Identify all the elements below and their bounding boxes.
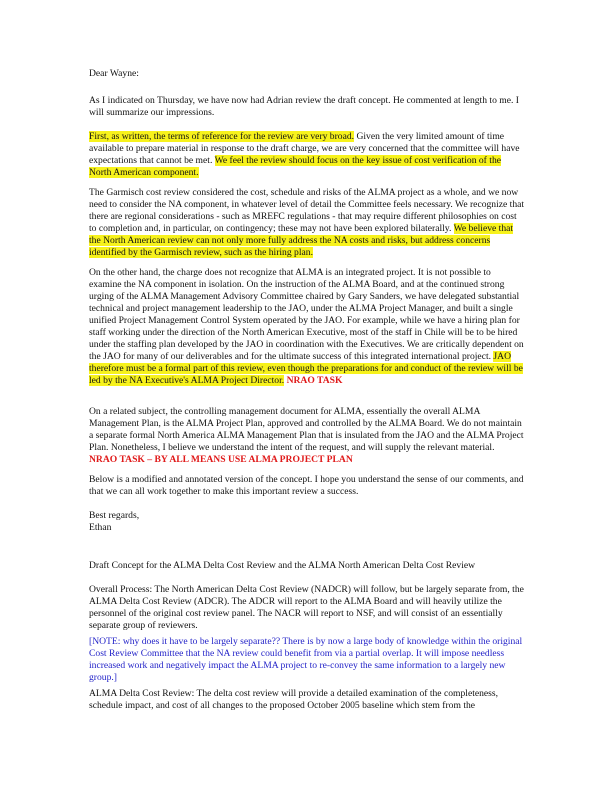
nrao-task-label: NRAO TASK – BY ALL MEANS USE ALMA PROJECT PLAN (89, 454, 353, 465)
integration-paragraph (89, 267, 525, 387)
delta-review-paragraph: ALMA Delta Cost Review: The delta cost review will provide a detailed examination of the completeness, schedule impact, and cost of all changes to the proposed October 2005 baseline which stem from the (89, 688, 499, 711)
signature: Ethan (89, 522, 112, 533)
body-text: The Garmisch cost review considered the cost, schedule and risks of the ALMA project as a whole, and we now need to consider the NA component, in whatever level of detail the Committee feels necessary. We recognize that there are regional considerations - such as MREFC regulations - that may require different philosophies on cost to completion and, in particular, on contingency; these may not have been explored bilaterally. (89, 187, 525, 234)
garmisch-paragraph (89, 187, 525, 259)
annotation-note: [NOTE: why does it have to be largely separate?? There is by now a large body of knowledge within the original Cost Review Committee that the NA review could benefit from via a partial overlap. It will impose needless increased work and negatively impact the ALMA project to re-convey the same information to a largely new group.] (89, 636, 523, 683)
overall-process-paragraph: Overall Process: The North American Delta Cost Review (NADCR) will follow, but be largely separate from, the ALMA Delta Cost Review (ADCR). The ADCR will report to the ALMA Board and will heavily utilize the personnel of the original cost review panel. The NACR will report to NSF, and will consist of an essentially separate group of reviewers. (89, 584, 524, 631)
body-text: On a related subject, the controlling management document for ALMA, essentially the overall ALMA Management Plan, is the ALMA Project Plan, approved and controlled by the ALMA Board. We do not maintain a separate formal North America ALMA Management Plan that is insulated from the JAO and the ALMA Project Plan. Nonetheless, I believe we understand the intent of the request, and will supply the relevant material. (89, 406, 524, 453)
body-text: On the other hand, the charge does not recognize that ALMA is an integrated project. It is not possible to examine the NA component in isolation. On the instruction of the ALMA Board, and at the continued strong urging of the ALMA Management Advisory Committee chaired by Gary Sanders, we have delegated substantial technical and project management leadership to the JAO, under the ALMA Project Manager, and built a single unified Project Management Control System operated by the JAO. For example, while we have a hiring plan for staff working under the direction of the North American Executive, most of the staff in Chile will be to be hired under the staffing plan developed by the JAO in coordination with the Executives. We are critically dependent on the JAO for many of our deliverables and for the ultimate success of this integrated international project. (89, 267, 524, 362)
highlighted-text: We feel the review should focus on the key issue of cost verification of the North American component. (89, 155, 501, 178)
closing-paragraph: Below is a modified and annotated version of the concept. I hope you understand the sense of our comments, and that we can all work together to make this important review a success. (89, 474, 524, 497)
body-text: Given the very limited amount of time available to prepare material in response to the draft charge, we are very concerned that the committee will have expectations that cannot be met. (89, 131, 520, 166)
nrao-task-label: NRAO TASK (284, 375, 343, 386)
terms-paragraph (89, 131, 525, 179)
concept-title: Draft Concept for the ALMA Delta Cost Review and the ALMA North American Delta Cost Review (89, 560, 476, 571)
highlighted-text: First, as written, the terms of reference for the review are very broad. (89, 131, 355, 142)
highlighted-text: We believe that the North American review can not only more fully address the NA costs and risks, but address concerns identified by the Garmisch review, such as the hiring plan. (89, 223, 514, 258)
intro-paragraph: As I indicated on Thursday, we have now had Adrian review the draft concept. He commented at length to me. I will summarize our impressions. (89, 95, 519, 118)
sign-off: Best regards, (89, 510, 140, 521)
highlighted-text: JAO therefore must be a formal part of this review, even though the preparations for and conduct of the review will be led by the NA Executive's ALMA Project Director. (89, 351, 523, 386)
management-plan-paragraph (89, 406, 525, 466)
salutation: Dear Wayne: (89, 68, 139, 79)
